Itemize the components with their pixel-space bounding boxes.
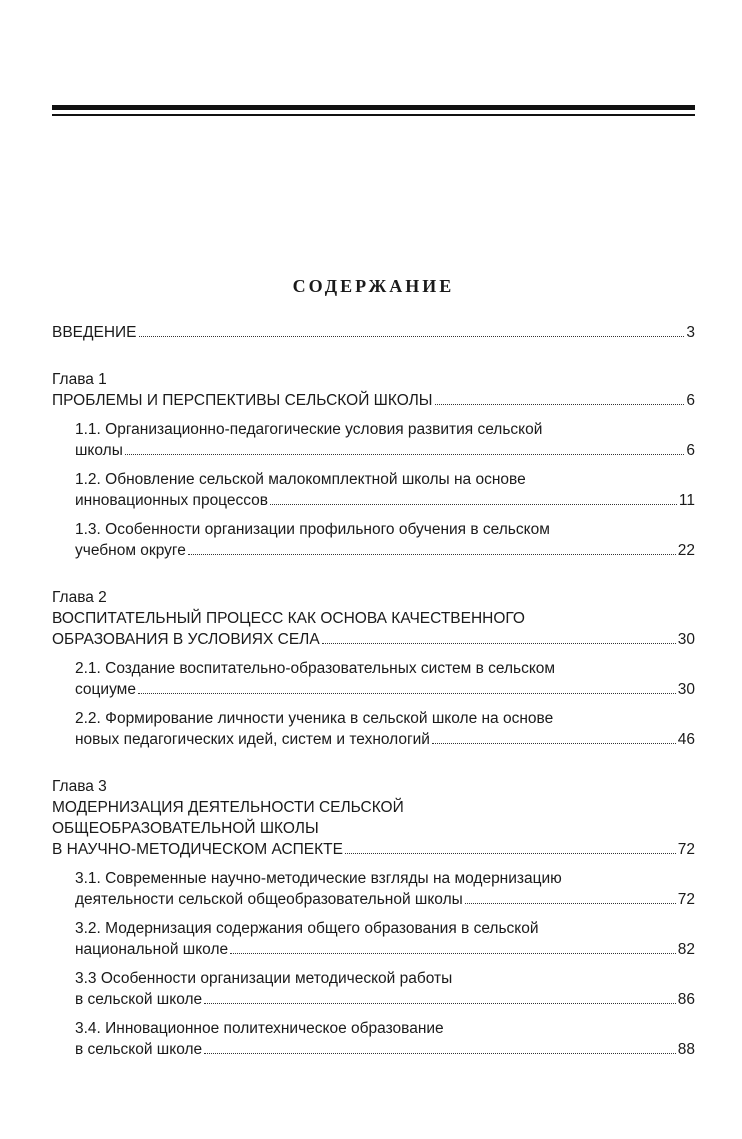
- chapter-label: Глава 1: [52, 371, 107, 388]
- toc-section-3-2: [75, 918, 695, 960]
- dot-leader: [125, 454, 685, 455]
- dot-leader: [204, 1053, 676, 1054]
- toc-entry-introduction: [52, 322, 695, 343]
- dot-leader: [139, 336, 685, 337]
- toc-page-number: 46: [677, 731, 695, 748]
- toc-page-number: 11: [678, 492, 695, 509]
- dot-leader: [465, 903, 676, 904]
- dot-leader: [204, 1003, 676, 1004]
- section-title-line: 1.3. Особенности организации профильного обучения в сельском: [75, 521, 550, 538]
- section-title-line: 2.2. Формирование личности ученика в сельской школе на основе: [75, 710, 554, 727]
- toc-section-1-1: [75, 419, 695, 461]
- table-of-contents: [52, 322, 695, 1060]
- chapter-label: Глава 2: [52, 589, 107, 606]
- toc-section-1-3: [75, 519, 695, 561]
- section-title-line: 1.2. Обновление сельской малокомплектной школы на основе: [75, 471, 526, 488]
- toc-page-number: 22: [677, 542, 695, 559]
- chapter-label: Глава 3: [52, 778, 107, 795]
- toc-chapter-2: [52, 587, 695, 650]
- toc-page-number: 88: [677, 1041, 695, 1058]
- section-title-line: 2.1. Создание воспитательно-образовательных систем в сельском: [75, 660, 556, 677]
- section-title-line: в сельской школе: [75, 991, 203, 1008]
- dot-leader: [345, 853, 676, 854]
- section-title-line: новых педагогических идей, систем и технологий: [75, 731, 430, 748]
- dot-leader: [230, 953, 676, 954]
- section-title-line: 3.2. Модернизация содержания общего образования в сельской: [75, 920, 539, 937]
- chapter-title: ВОСПИТАТЕЛЬНЫЙ ПРОЦЕСС КАК ОСНОВА КАЧЕСТВЕННОГО: [52, 610, 525, 627]
- section-title-line: национальной школе: [75, 941, 229, 958]
- toc-section-3-4: [75, 1018, 695, 1060]
- toc-page-number: 30: [677, 681, 695, 698]
- toc-section-2-2: [75, 708, 695, 750]
- toc-section-3-3: [75, 968, 695, 1010]
- toc-page-number: 6: [686, 392, 695, 409]
- header-rule-thick: [52, 105, 695, 110]
- dot-leader: [188, 554, 676, 555]
- toc-section-2-1: [75, 658, 695, 700]
- section-title-line: школы: [75, 442, 123, 459]
- dot-leader: [322, 643, 676, 644]
- section-title-line: инновационных процессов: [75, 492, 269, 509]
- chapter-title: ОБРАЗОВАНИЯ В УСЛОВИЯХ СЕЛА: [52, 631, 320, 648]
- chapter-title: ОБЩЕОБРАЗОВАТЕЛЬНОЙ ШКОЛЫ: [52, 820, 319, 837]
- toc-page-number: 30: [677, 631, 695, 648]
- section-title-line: учебном округе: [75, 542, 186, 559]
- header-rule-thin: [52, 114, 695, 116]
- section-title-line: социуме: [75, 681, 136, 698]
- dot-leader: [435, 404, 685, 405]
- toc-section-1-2: [75, 469, 695, 511]
- toc-page-number: 86: [677, 991, 695, 1008]
- toc-page-number: 6: [686, 442, 695, 459]
- toc-entry-title: ВВЕДЕНИЕ: [52, 324, 137, 341]
- toc-chapter-3: [52, 776, 695, 860]
- dot-leader: [138, 693, 676, 694]
- toc-section-3-1: [75, 868, 695, 910]
- section-title-line: 3.1. Современные научно-методические взгляды на модернизацию: [75, 870, 562, 887]
- toc-page-number: 3: [686, 324, 695, 341]
- section-title-line: 3.4. Инновационное политехническое образование: [75, 1020, 444, 1037]
- toc-page-number: 72: [677, 841, 695, 858]
- chapter-title: В НАУЧНО-МЕТОДИЧЕСКОМ АСПЕКТЕ: [52, 841, 343, 858]
- section-title-line: 3.3 Особенности организации методической работы: [75, 970, 453, 987]
- section-title-line: деятельности сельской общеобразовательной школы: [75, 891, 463, 908]
- toc-chapter-1: [52, 369, 695, 411]
- dot-leader: [270, 504, 677, 505]
- section-title-line: 1.1. Организационно-педагогические условия развития сельской: [75, 421, 543, 438]
- section-title-line: в сельской школе: [75, 1041, 203, 1058]
- chapter-title: ПРОБЛЕМЫ И ПЕРСПЕКТИВЫ СЕЛЬСКОЙ ШКОЛЫ: [52, 392, 433, 409]
- toc-page-number: 82: [677, 941, 695, 958]
- toc-heading: СОДЕРЖАНИЕ: [292, 276, 455, 296]
- chapter-title: МОДЕРНИЗАЦИЯ ДЕЯТЕЛЬНОСТИ СЕЛЬСКОЙ: [52, 799, 404, 816]
- toc-page-number: 72: [677, 891, 695, 908]
- dot-leader: [432, 743, 676, 744]
